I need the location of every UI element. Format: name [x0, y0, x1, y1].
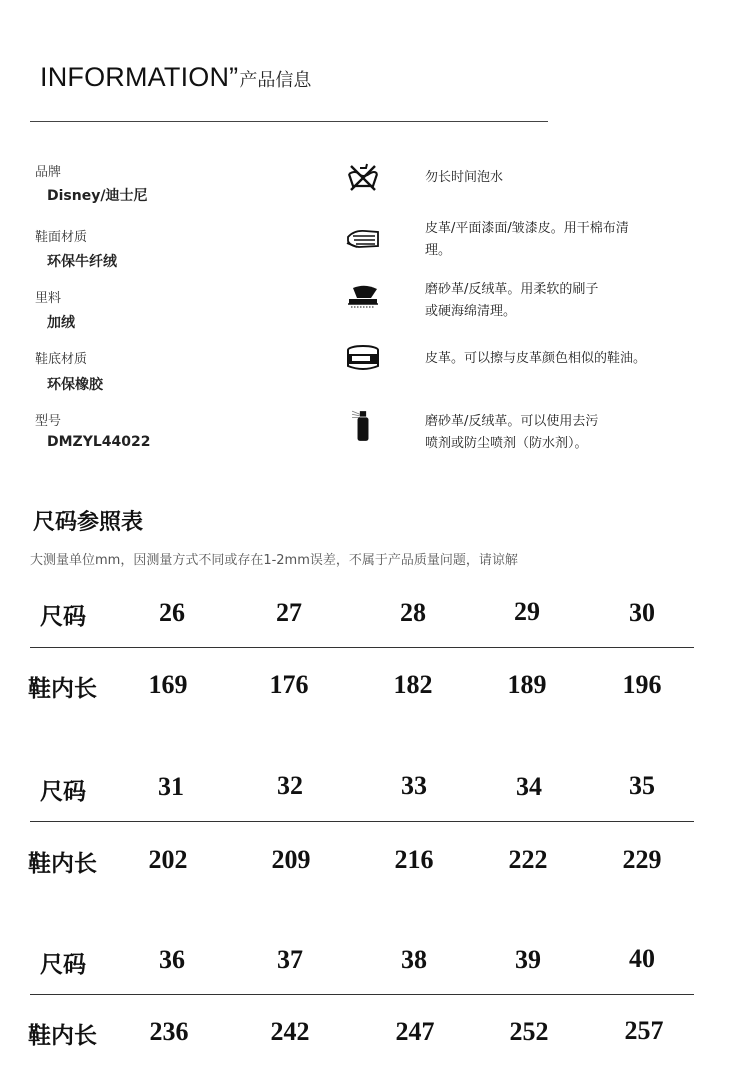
length-cell: 176: [269, 670, 309, 699]
cloth-wipe-icon: [345, 220, 381, 256]
size-cell: 34: [516, 772, 542, 801]
size-cell: 36: [159, 945, 185, 974]
length-cell: 189: [507, 670, 547, 699]
length-cell: 182: [393, 670, 433, 699]
length-cell: 169: [148, 670, 188, 699]
lining-value: 加绒: [47, 315, 75, 331]
care-line: 磨砂革/反绒革。用柔软的刷子: [425, 282, 599, 297]
upper-material-label: 鞋面材质: [35, 230, 88, 245]
length-cell: 209: [271, 845, 311, 874]
care-line: 皮革。可以擦与皮革颜色相似的鞋油。: [425, 351, 647, 366]
care-text-brush: [425, 279, 665, 323]
no-soak-icon: [345, 160, 381, 196]
care-text-spray: [425, 411, 665, 455]
brand-value: Disney/迪士尼: [47, 188, 148, 204]
length-cell: 196: [622, 670, 662, 699]
care-line: 理。: [425, 243, 452, 258]
size-cell: 35: [629, 771, 655, 800]
size-cell: 31: [158, 772, 184, 801]
length-cell: 202: [148, 845, 188, 874]
model-value: DMZYL44022: [47, 434, 151, 450]
table-divider: [30, 821, 694, 822]
care-line: 喷剂或防尘喷剂（防水剂）。: [425, 436, 588, 451]
lining-label: 里料: [35, 291, 62, 306]
length-cell: 247: [395, 1017, 435, 1046]
size-cell: 33: [401, 771, 427, 800]
length-cell: 252: [509, 1017, 549, 1046]
upper-material-value: 环保牛纤绒: [47, 254, 117, 270]
page-title: [40, 62, 311, 93]
brand-label: 品牌: [35, 165, 62, 180]
size-row-label: 尺码: [40, 951, 86, 978]
size-cell: 30: [629, 598, 655, 627]
size-cell: 39: [515, 945, 541, 974]
title-english: INFORMATION”: [40, 62, 239, 92]
care-text-cloth: [425, 218, 665, 262]
length-cell: 242: [270, 1017, 310, 1046]
length-row-label: 鞋内长: [28, 850, 97, 877]
care-text-polish: [425, 348, 685, 370]
size-cell: 29: [514, 597, 540, 626]
brush-icon: [345, 280, 381, 316]
size-row-label: 尺码: [40, 603, 86, 630]
length-cell: 222: [508, 845, 548, 874]
length-cell: 216: [394, 845, 434, 874]
length-row-label: 鞋内长: [28, 675, 97, 702]
size-cell: 26: [159, 598, 185, 627]
size-row-label: 尺码: [40, 778, 86, 805]
size-chart-title: 尺码参照表: [33, 509, 144, 535]
size-cell: 37: [277, 945, 303, 974]
care-text-no-soak: [425, 167, 665, 189]
polish-tin-icon: [345, 340, 381, 376]
size-cell: 32: [277, 771, 303, 800]
care-line: 皮革/平面漆面/皱漆皮。用干棉布清: [425, 221, 629, 236]
table-divider: [30, 994, 694, 995]
size-cell: 28: [400, 598, 426, 627]
size-cell: 38: [401, 945, 427, 974]
length-cell: 236: [149, 1017, 189, 1046]
spray-can-icon: [345, 408, 381, 444]
size-cell: 40: [629, 944, 655, 973]
sole-material-label: 鞋底材质: [35, 352, 88, 367]
size-chart-note: 大测量单位mm，因测量方式不同或存在1-2mm误差，不属于产品质量问题，请谅解: [30, 553, 518, 568]
title-chinese: 产品信息: [239, 70, 312, 91]
length-cell: 229: [622, 845, 662, 874]
length-row-label: 鞋内长: [28, 1022, 97, 1049]
length-cell: 257: [624, 1016, 664, 1045]
sole-material-value: 环保橡胶: [47, 377, 103, 393]
care-line: 或硬海绵清理。: [425, 304, 517, 319]
model-label: 型号: [35, 414, 62, 429]
care-line: 勿长时间泡水: [425, 170, 504, 185]
care-line: 磨砂革/反绒革。可以使用去污: [425, 414, 599, 429]
size-cell: 27: [276, 598, 302, 627]
table-divider: [30, 647, 694, 648]
header-divider: [30, 121, 548, 122]
